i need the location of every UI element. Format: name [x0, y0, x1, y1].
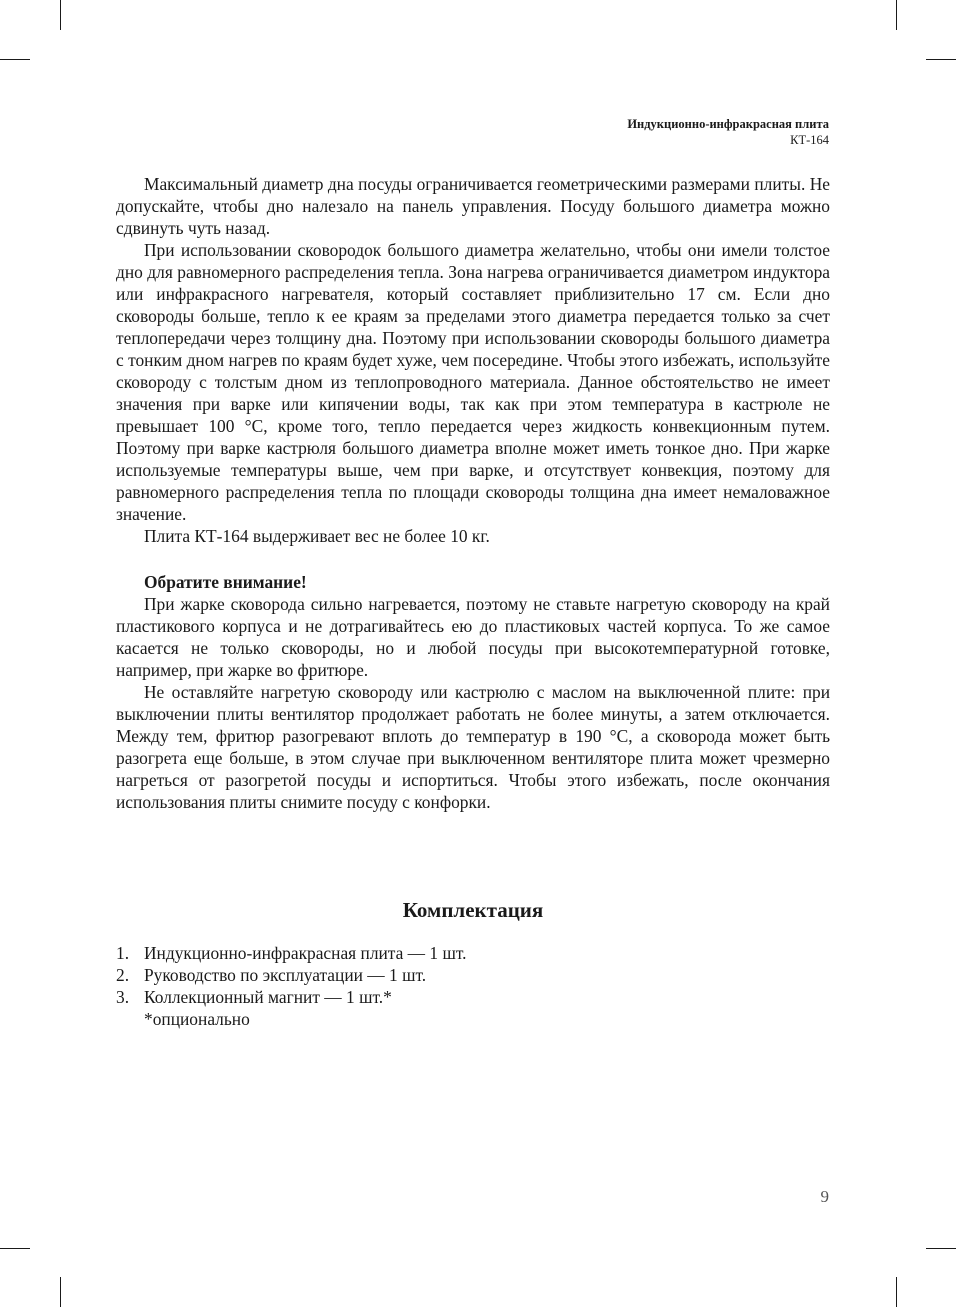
list-item-text: Руководство по эксплуатации — 1 шт. [144, 965, 427, 985]
crop-mark [896, 1277, 897, 1307]
list-item-number: 3. [116, 987, 130, 1007]
list-item [116, 942, 830, 964]
list-item-number: 2. [116, 965, 130, 985]
page-number: 9 [820, 1187, 829, 1206]
crop-mark [896, 0, 897, 30]
list-item [116, 964, 830, 986]
main-text [116, 173, 830, 813]
crop-mark [926, 1248, 956, 1249]
crop-mark [0, 1248, 30, 1249]
running-header [627, 116, 829, 148]
crop-mark [60, 1277, 61, 1307]
package-list [116, 942, 830, 1030]
paragraph: Максимальный диаметр дна посуды ограничивается геометрическими размерами плиты. Не допускайте, чтобы дно налезало на панель управления. Посуду большого диаметра можно сдвинуть чуть назад. [116, 174, 830, 238]
list-item-text: Коллекционный магнит — 1 шт.* [144, 987, 392, 1007]
crop-mark [60, 0, 61, 30]
note-paragraph: При жарке сковорода сильно нагревается, поэтому не ставьте нагретую сковороду на край пластикового корпуса и не дотрагивайтесь ею до пластиковых частей корпуса. То же самое касается не только сковороды, но и любой посуды при высокотемпературной готовке, например, при жарке во фритюре. [116, 594, 830, 680]
list-item-text: Индукционно-инфракрасная плита — 1 шт. [144, 943, 467, 963]
paragraph: При использовании сковородок большого диаметра желательно, чтобы они имели толстое дно для равномерного распределения тепла. Зона нагрева ограничивается диаметром индуктора или инфракрасного нагревателя, который составляет приблизительно 17 см. Если дно сковороды больше, тепло к ее краям за пределами этого диаметра передается только за счет теплопередачи через толщину дна. Поэтому при использовании сковороды большого диаметра с тонким дном нагрев по краям будет хуже, чем посередине. Чтобы этого избежать, используйте сковороду с толстым дном из теплопроводного материала. Данное обстоятельство не имеет значения при варке или кипячении воды, так как при этом температура в кастрюле не превышает 100 °С, кроме того, тепло передается через жидкость конвекционным путем. Поэтому при варке кастрюля большого диаметра вполне может иметь тонкое дно. При жарке используемые температуры выше, чем при варке, и отсутствует конвекция, поэтому для равномерного распределения тепла по площади сковороды толщина дна имеет немаловажное значение. [116, 240, 830, 524]
crop-mark [0, 59, 30, 60]
footnote: *опционально [144, 1009, 250, 1029]
header-model: КТ-164 [790, 133, 829, 147]
header-title: Индукционно-инфракрасная плита [627, 117, 829, 131]
crop-mark [926, 59, 956, 60]
paragraph: Плита КТ-164 выдерживает вес не более 10 кг. [144, 526, 490, 546]
list-item [116, 986, 830, 1008]
note-heading: Обратите внимание! [144, 572, 307, 592]
note-paragraph: Не оставляйте нагретую сковороду или кастрюлю с маслом на выключенной плите: при выключении плиты вентилятор продолжает работать не более минуты, а затем отключается. Между тем, фритюр разогревают вплоть до температур в 190 °С, а сковорода может быть разогрета еще больше, в этом случае при выключенном вентиляторе плита может чрезмерно нагреться от разогретой посуды и испортиться. Чтобы этого избежать, после окончания использования плиты снимите посуду с конфорки. [116, 682, 830, 812]
list-item-number: 1. [116, 943, 130, 963]
section-title: Комплектация [402, 898, 544, 922]
